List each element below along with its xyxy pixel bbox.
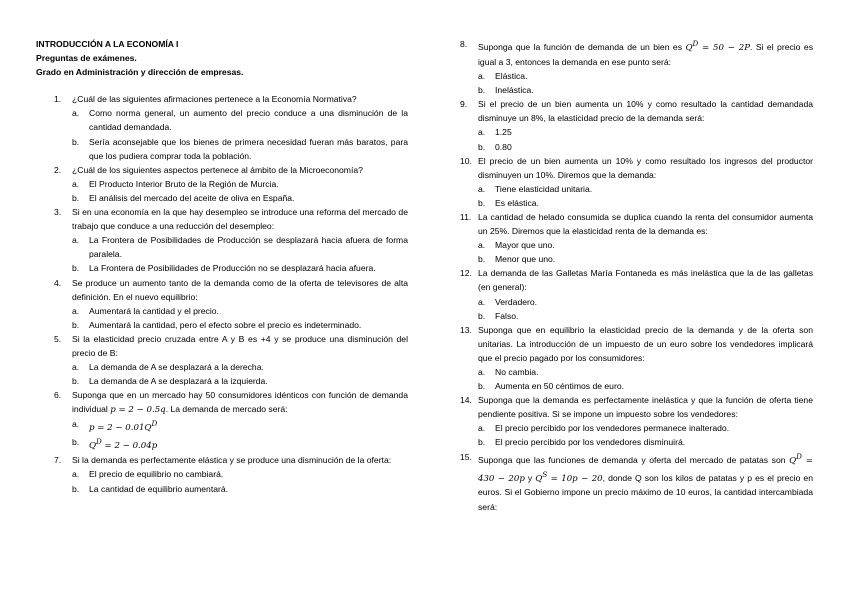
option-b bbox=[478, 83, 813, 97]
option-letter: a. bbox=[72, 235, 80, 246]
option-b bbox=[72, 374, 408, 388]
option-b bbox=[478, 252, 813, 266]
option-text: La Frontera de Posibilidades de Producción se desplazará hacia afuera de forma paralela. bbox=[89, 235, 408, 260]
question-text: Si la elasticidad precio cruzada entre A y B es +4 y se produce una disminución del precio de B: bbox=[72, 333, 408, 358]
question-10 bbox=[460, 154, 813, 210]
question-text-part: , donde Q son los kilos de patatas y p es el precio en euros. Si el Gobierno impone un precio máximo de 10 euros, la cantidad intercambiada será: bbox=[478, 472, 813, 512]
option-b bbox=[72, 318, 408, 332]
option-text: Como norma general, un aumento del precio conduce a una disminución de la cantidad demandada. bbox=[89, 108, 408, 133]
course-title: INTRODUCCIÓN A LA ECONOMÍA I bbox=[36, 39, 179, 49]
question-number: 6. bbox=[54, 390, 62, 401]
document-header bbox=[36, 37, 408, 79]
option-a bbox=[72, 106, 408, 134]
left-column bbox=[36, 37, 408, 496]
question-text bbox=[72, 388, 408, 417]
question-text: Suponga que la demanda es perfectamente inelástica y que la función de oferta tiene pendiente positiva. Si se impone un impuesto sobre los vendedores: bbox=[478, 395, 813, 420]
math-superscript: D bbox=[796, 451, 802, 461]
question-text: ¿Cuál de las siguientes afirmaciones pertenece a la Economía Normativa? bbox=[72, 94, 357, 105]
question-text-part: Suponga que en un mercado hay 50 consumidores idénticos con función de demanda individual bbox=[72, 390, 408, 415]
question-2 bbox=[36, 163, 408, 205]
option-a bbox=[72, 467, 408, 481]
option-text: 1.25 bbox=[495, 127, 512, 138]
option-text: Tiene elasticidad unitaria. bbox=[495, 183, 593, 194]
question-8 bbox=[460, 37, 813, 97]
option-letter: a. bbox=[72, 305, 80, 316]
option-a bbox=[478, 125, 813, 139]
option-letter: b. bbox=[72, 437, 80, 448]
option-list bbox=[478, 295, 813, 323]
question-11 bbox=[460, 210, 813, 266]
option-b bbox=[72, 482, 408, 496]
question-text-part: . La demanda de mercado será: bbox=[165, 404, 288, 415]
option-letter: b. bbox=[478, 381, 486, 392]
option-list bbox=[478, 238, 813, 266]
option-text: Mayor que uno. bbox=[495, 240, 555, 251]
option-a bbox=[72, 360, 408, 374]
question-text: La demanda de las Galletas María Fontaneda es más inelástica que la de las galletas (en general): bbox=[478, 268, 813, 293]
option-text: El Producto Interior Bruto de la Región de Murcia. bbox=[89, 178, 279, 189]
question-4 bbox=[36, 276, 408, 332]
option-b bbox=[72, 135, 408, 163]
question-number: 2. bbox=[54, 164, 62, 175]
question-text-part: . Si el precio es igual a 3, entonces la demanda en ese punto será: bbox=[478, 41, 813, 67]
question-text bbox=[478, 450, 813, 514]
question-number: 10. bbox=[460, 155, 472, 166]
math-superscript: S bbox=[542, 469, 548, 479]
option-letter: a. bbox=[72, 362, 80, 373]
option-text: La Frontera de Posibilidades de Producción no se desplazará hacia afuera. bbox=[89, 263, 376, 274]
option-letter: b. bbox=[72, 263, 80, 274]
option-letter: a. bbox=[72, 419, 80, 430]
question-13 bbox=[460, 323, 813, 393]
option-list bbox=[72, 177, 408, 205]
option-letter: b. bbox=[72, 192, 80, 203]
option-letter: a. bbox=[72, 108, 80, 119]
question-7 bbox=[36, 453, 408, 495]
question-number: 15. bbox=[460, 451, 472, 462]
option-letter: b. bbox=[72, 319, 80, 330]
option-text: Aumentará la cantidad y el precio. bbox=[89, 305, 219, 316]
option-b bbox=[72, 435, 408, 453]
option-b bbox=[478, 196, 813, 210]
question-number: 3. bbox=[54, 207, 62, 218]
question-text: El precio de un bien aumenta un 10% y como resultado los ingresos del productor disminuyen un 10%. Diremos que la demanda: bbox=[478, 155, 813, 180]
option-text: Es elástica. bbox=[495, 197, 539, 208]
question-number: 12. bbox=[460, 268, 472, 279]
option-a bbox=[478, 238, 813, 252]
question-number: 11. bbox=[460, 211, 472, 222]
question-number: 5. bbox=[54, 333, 62, 344]
question-number: 7. bbox=[54, 455, 62, 466]
question-9 bbox=[460, 97, 813, 153]
question-list-right bbox=[460, 37, 813, 514]
option-text: Falso. bbox=[495, 310, 519, 321]
option-a bbox=[72, 304, 408, 318]
option-letter: a. bbox=[478, 296, 486, 307]
question-text: Se produce un aumento tanto de la demanda como de la oferta de televisores de alta definición. En el nuevo equilibrio: bbox=[72, 277, 408, 302]
option-letter: a. bbox=[478, 127, 486, 138]
document-subtitle: Preguntas de exámenes. bbox=[36, 53, 137, 64]
option-a bbox=[478, 69, 813, 83]
option-text: Aumenta en 50 céntimos de euro. bbox=[495, 381, 624, 392]
option-text: Aumentará la cantidad, pero el efecto sobre el precio es indeterminado. bbox=[89, 319, 362, 330]
option-letter: a. bbox=[72, 178, 80, 189]
question-text bbox=[478, 37, 813, 69]
option-a bbox=[478, 182, 813, 196]
option-letter: a. bbox=[478, 423, 486, 434]
option-letter: b. bbox=[478, 85, 486, 96]
option-letter: b. bbox=[72, 483, 80, 494]
option-text: El análisis del mercado del aceite de oliva en España. bbox=[89, 192, 295, 203]
question-text: ¿Cuál de los siguientes aspectos pertenece al ámbito de la Microeconomía? bbox=[72, 164, 363, 175]
math-expression: Q bbox=[89, 441, 97, 452]
question-text: Si el precio de un bien aumenta un 10% y como resultado la cantidad demandada disminuye un 8%, la elasticidad precio de la demanda será: bbox=[478, 99, 813, 124]
option-b bbox=[72, 261, 408, 275]
option-a bbox=[478, 295, 813, 309]
option-text: Inelástica. bbox=[495, 85, 534, 96]
option-text: Verdadero. bbox=[495, 296, 538, 307]
question-number: 14. bbox=[460, 395, 472, 406]
option-text: La cantidad de equilibrio aumentará. bbox=[89, 483, 229, 494]
option-a bbox=[72, 177, 408, 191]
question-text: La cantidad de helado consumida se duplica cuando la renta del consumidor aumenta un 25%. Diremos que la elasticidad renta de la demanda es: bbox=[478, 211, 813, 237]
question-3 bbox=[36, 205, 408, 275]
option-text: El precio percibido por los vendedores permanece inalterado. bbox=[495, 423, 730, 434]
question-number: 9. bbox=[460, 99, 468, 110]
question-15 bbox=[460, 450, 813, 514]
option-text: El precio de equilibrio no cambiará. bbox=[89, 469, 224, 480]
option-list bbox=[478, 182, 813, 210]
option-letter: b. bbox=[478, 141, 486, 152]
option-a bbox=[72, 233, 408, 261]
question-12 bbox=[460, 266, 813, 322]
question-text: Si en una economía en la que hay desempleo se introduce una reforma del mercado de trabajo que conduce a una reducción del desempleo: bbox=[72, 207, 408, 232]
option-text: Elástica. bbox=[495, 71, 528, 82]
question-number: 13. bbox=[460, 324, 472, 335]
option-b bbox=[478, 379, 813, 393]
question-list-left bbox=[36, 92, 408, 495]
option-letter: b. bbox=[478, 310, 486, 321]
option-text: La demanda de A se desplazará a la derecha. bbox=[89, 362, 264, 373]
right-column bbox=[460, 37, 813, 514]
option-letter: a. bbox=[478, 367, 486, 378]
math-expression: = 430 − 20p bbox=[478, 455, 814, 484]
question-text-part: Suponga que las funciones de demanda y oferta del mercado de patatas son bbox=[478, 454, 790, 465]
question-6 bbox=[36, 388, 408, 453]
option-letter: a. bbox=[478, 71, 486, 82]
math-expression: p = 2 − 0.5q bbox=[110, 405, 166, 416]
option-list bbox=[72, 106, 408, 162]
option-text: Sería aconsejable que los bienes de primera necesidad fueran más baratos, para que los pudiera comprar toda la población. bbox=[89, 136, 408, 161]
degree-name: Grado en Administración y dirección de empresas. bbox=[36, 67, 244, 78]
option-list bbox=[72, 417, 408, 453]
option-list bbox=[478, 69, 813, 97]
option-b bbox=[478, 140, 813, 154]
option-text: La demanda de A se desplazará a la izquierda. bbox=[89, 376, 268, 387]
option-letter: a. bbox=[478, 183, 486, 194]
math-expression: = 50 − 2P bbox=[698, 42, 750, 53]
option-list bbox=[72, 304, 408, 332]
question-number: 1. bbox=[54, 94, 62, 105]
math-superscript: D bbox=[692, 39, 699, 48]
question-5 bbox=[36, 332, 408, 388]
option-list bbox=[478, 365, 813, 393]
option-text: No cambia. bbox=[495, 367, 539, 378]
question-text: Suponga que en equilibrio la elasticidad precio de la demanda y de la oferta son unitarias. La introducción de un impuesto de un euro sobre los vendedores implicará que el precio pagado por los consumidores: bbox=[478, 324, 813, 363]
math-superscript: D bbox=[151, 419, 158, 429]
question-1 bbox=[36, 92, 408, 162]
option-list bbox=[72, 233, 408, 275]
math-superscript: D bbox=[96, 437, 102, 447]
option-list bbox=[72, 360, 408, 388]
option-b bbox=[478, 309, 813, 323]
math-expression: Q bbox=[789, 455, 797, 466]
option-letter: b. bbox=[478, 254, 486, 265]
math-expression: = 2 − 0.04p bbox=[101, 441, 158, 452]
option-text: El precio percibido por los vendedores disminuirá. bbox=[495, 437, 686, 448]
option-letter: a. bbox=[72, 469, 80, 480]
option-text: 0.80 bbox=[495, 141, 512, 152]
option-b bbox=[478, 435, 813, 449]
question-text-part: y bbox=[524, 472, 536, 483]
option-letter: b. bbox=[478, 437, 486, 448]
question-text: Si la demanda es perfectamente elástica y se produce una disminución de la oferta: bbox=[72, 455, 392, 466]
option-list bbox=[478, 421, 813, 449]
option-letter: b. bbox=[72, 136, 80, 147]
option-text: Menor que uno. bbox=[495, 254, 556, 265]
option-a bbox=[72, 417, 408, 435]
option-a bbox=[478, 421, 813, 435]
option-letter: b. bbox=[478, 197, 486, 208]
option-letter: a. bbox=[478, 240, 486, 251]
question-number: 4. bbox=[54, 277, 62, 288]
math-expression: Q bbox=[535, 473, 543, 484]
question-number: 8. bbox=[460, 39, 468, 49]
option-b bbox=[72, 191, 408, 205]
math-expression: Q bbox=[685, 42, 693, 53]
option-a bbox=[478, 365, 813, 379]
question-text-part: Suponga que la función de demanda de un bien es bbox=[478, 41, 686, 52]
option-list bbox=[478, 125, 813, 153]
option-list bbox=[72, 467, 408, 495]
question-14 bbox=[460, 393, 813, 449]
math-expression: p = 2 − 0.01Q bbox=[89, 423, 152, 434]
math-expression: = 10p − 20 bbox=[547, 473, 603, 484]
option-letter: b. bbox=[72, 376, 80, 387]
